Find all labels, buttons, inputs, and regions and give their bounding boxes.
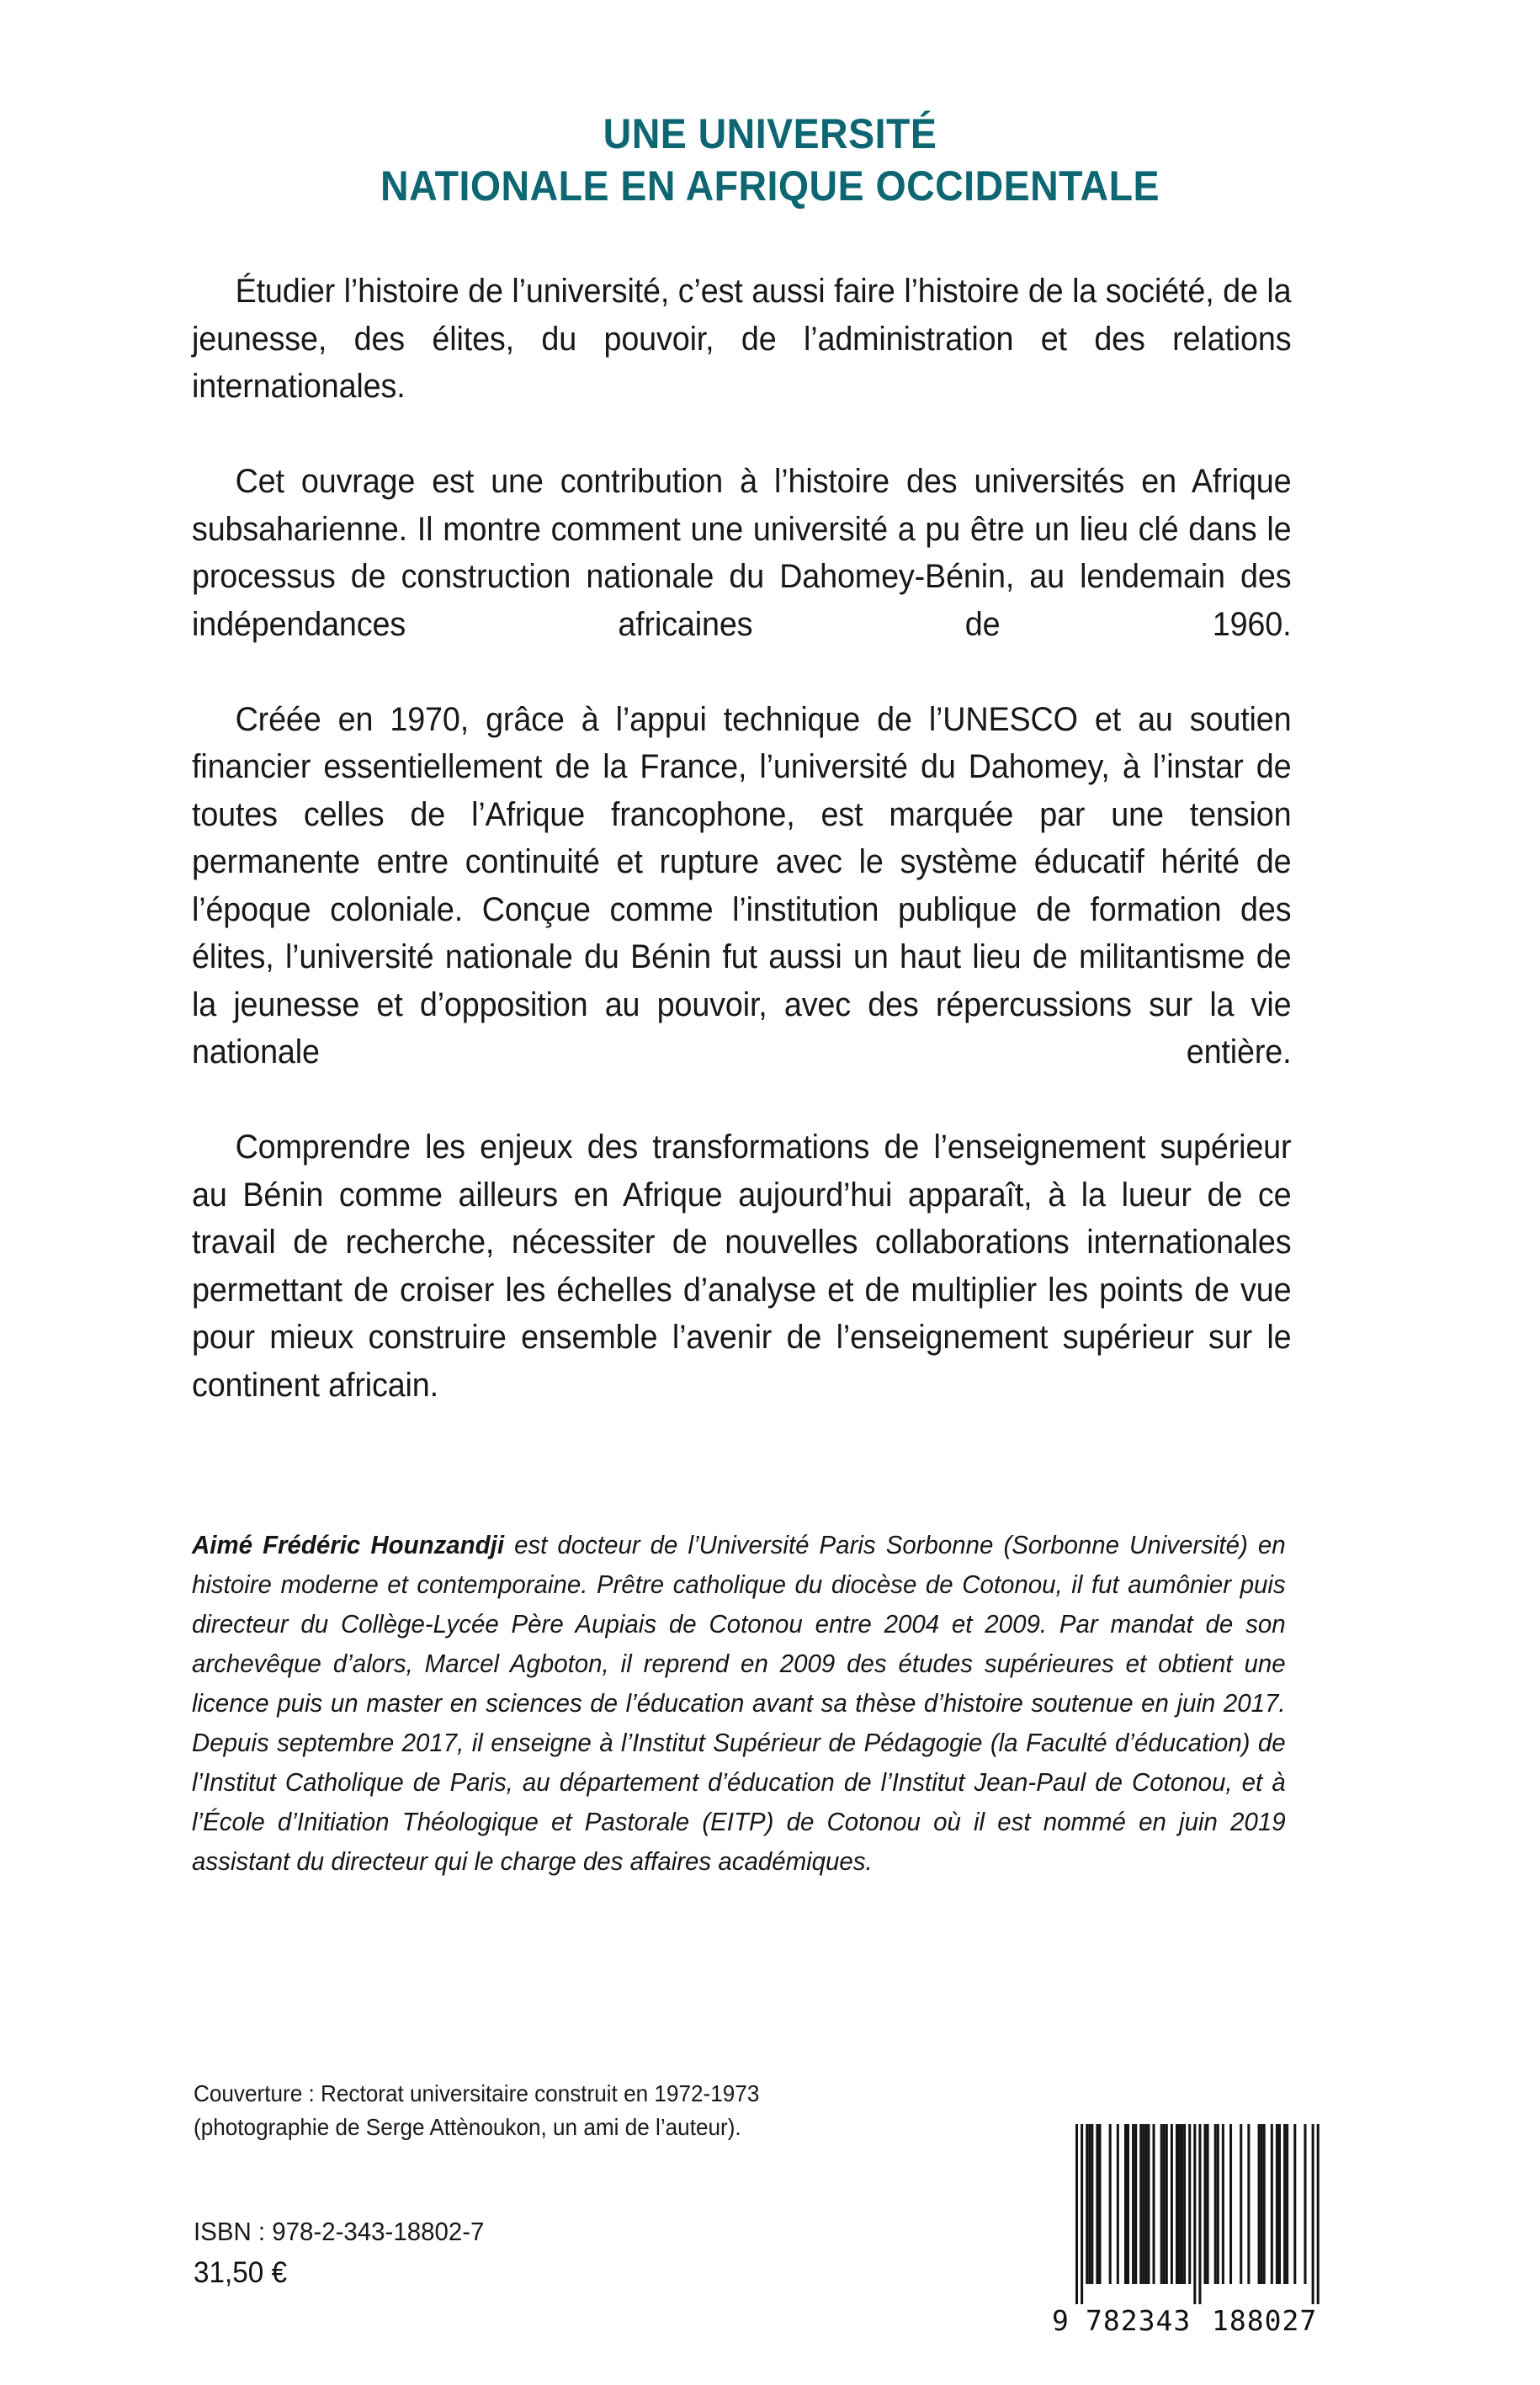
author-bio-text: est docteur de l’Université Paris Sorbonne (Sorbonne Université) en histoire moderne et contemporaine. Prêtre catholique du diocèse de Cotonou, il fut aumônier puis directeur du Collège-Lycée Père Aupiais de Cotonou entre 2004 et 2009. Par mandat de son archevêque d’alors, Marcel Agboton, il reprend en 2009 des études supérieures et obtient une licence puis un master en sciences de l’éducation avant sa thèse d’histoire soutenue en juin 2017. Depuis septembre 2017, il enseigne à l’Institut Supérieur de Pédagogie (la Faculté d’éducation) de l’Institut Catholique de Paris, au département d’éducation de l’Institut Jean-Paul de Cotonou, et à l’École d’Initiation Théologique et Pastorale (EITP) de Cotonou où il est nommé en juin 2019 assistant du directeur qui le charge des affaires académiques. — [192, 1530, 1286, 1876]
page-title — [0, 108, 1540, 212]
cover-credit — [194, 2077, 1035, 2144]
author-bio-section — [192, 1525, 1343, 1881]
blurb-paragraph: Créée en 1970, grâce à l’appui technique de l’UNESCO et au soutien financier essentiellement de la France, l’université du Dahomey, à l’instar de toutes celles de l’Afrique francophone, est marquée par une tension permanente entre continuité et rupture avec le système éducatif hérité de l’époque coloniale. Conçue comme l’institution publique de formation des élites, l’université nationale du Bénin fut aussi un haut lieu de militantisme de la jeunesse et d’opposition au pouvoir, avec des répercussions sur la vie nationale entière. — [192, 700, 1292, 1070]
barcode-right-digits: 188027 — [1212, 2304, 1318, 2337]
barcode-bars — [1050, 2109, 1345, 2338]
blurb-paragraph: Étudier l’histoire de l’université, c’est aussi faire l’histoire de la société, de la jeunesse, des élites, du pouvoir, de l’administration et des relations internationales. — [192, 273, 1292, 405]
author-name: Aimé Frédéric Hounzandji — [192, 1530, 505, 1559]
blurb-paragraph: Comprendre les enjeux des transformations de l’enseignement supérieur au Bénin comme ailleurs en Afrique aujourd’hui apparaît, à la lueur de ce travail de recherche, nécessiter de nouvelles collaborations internationales permettant de croiser les échelles d’analyse et de multiplier les points de vue pour mieux construire ensemble l’avenir de l’enseignement supérieur sur le continent africain. — [192, 1129, 1292, 1404]
author-bio-paragraph — [192, 1525, 1286, 1881]
isbn-text: ISBN : 978-2-343-18802-7 — [194, 2217, 485, 2246]
title-line-2: NATIONALE EN AFRIQUE OCCIDENTALE — [380, 162, 1160, 210]
title-line-1: UNE UNIVERSITÉ — [603, 110, 937, 157]
price-text: 31,50 € — [194, 2256, 287, 2289]
barcode-icon — [1050, 2109, 1345, 2338]
cover-credit-line-1: Couverture : Rectorat universitaire construit en 1972-1973 — [194, 2080, 760, 2106]
isbn-price-block — [194, 2212, 500, 2294]
barcode-lead-digit: 9 — [1052, 2304, 1070, 2337]
blurb-section — [192, 268, 1343, 1409]
cover-credit-line-2: (photographie de Serge Attènoukon, un ami de l’auteur). — [194, 2114, 741, 2140]
barcode-left-digits: 782343 — [1086, 2304, 1192, 2337]
blurb-paragraph: Cet ouvrage est une contribution à l’histoire des universités en Afrique subsaharienne. Il montre comment une université a pu être un lieu clé dans le processus de construction nationale du Dahomey-Bénin, au lendemain des indépendances africaines de 1960. — [192, 463, 1292, 643]
